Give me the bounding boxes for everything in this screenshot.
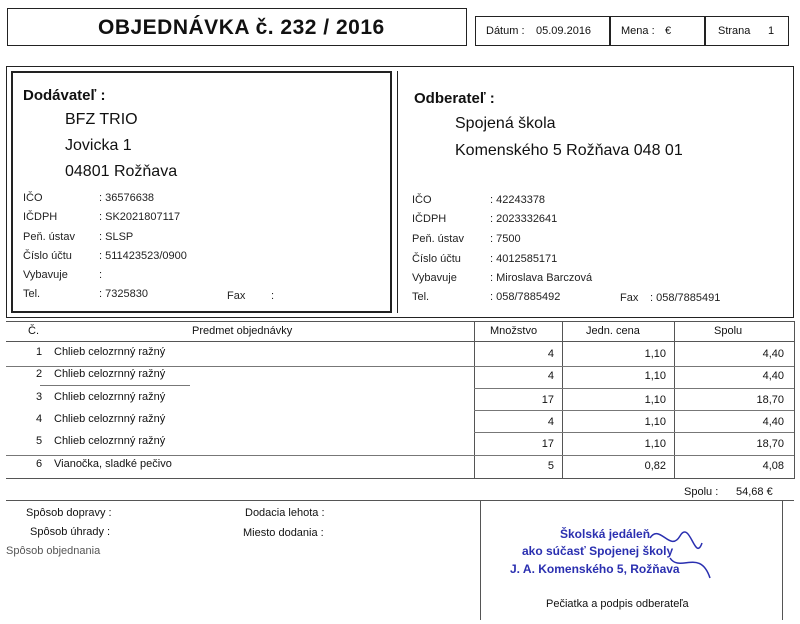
col-header-unit: Jedn. cena: [586, 325, 640, 337]
row-unit: 1,10: [644, 394, 666, 406]
col-divider: [794, 321, 795, 479]
page-value: 1: [768, 25, 775, 37]
row-unit: 1,10: [644, 438, 666, 450]
row-item: Chlieb celozrnný ražný: [54, 368, 166, 380]
row-qty: 4: [547, 416, 554, 428]
supplier-field-value: : 511423523/0900: [99, 250, 187, 262]
customer-field-label: IČDPH: [412, 213, 447, 225]
customer-heading: Odberateľ :: [414, 90, 495, 107]
footer-top-line: [6, 500, 794, 501]
row-item: Chlieb celozrnný ražný: [54, 413, 166, 425]
signature-label: Pečiatka a podpis odberateľa: [546, 598, 689, 610]
col-header-total: Spolu: [714, 325, 743, 337]
table-row: [6, 344, 794, 366]
delivery-term-label: Dodacia lehota :: [245, 507, 325, 519]
supplier-field-value: :: [99, 269, 103, 281]
row-total: 4,08: [762, 460, 784, 472]
table-row: [6, 433, 794, 455]
supplier-field-label: Číslo účtu: [23, 250, 72, 262]
customer-fax-value: : 058/7885491: [650, 292, 721, 304]
row-item: Chlieb celozrnný ražný: [54, 346, 166, 358]
customer-field-value: : 42243378: [490, 194, 546, 206]
row-no: 3: [36, 391, 43, 403]
col-header-no: Č.: [28, 325, 39, 337]
customer-address: Komenského 5 Rožňava 048 01: [455, 142, 683, 159]
date-box: [475, 16, 610, 46]
row-total: 18,70: [756, 394, 784, 406]
supplier-box: [11, 71, 392, 313]
customer-field-value: : Miroslava Barczová: [490, 272, 593, 284]
supplier-field-label: Tel.: [23, 288, 41, 300]
supplier-fax-label: Fax: [227, 290, 246, 302]
stamp-line3: J. A. Komenského 5, Rožňava: [510, 562, 680, 576]
supplier-street: Jovicka 1: [65, 137, 132, 154]
supplier-field-value: : SK2021807117: [99, 211, 181, 223]
row-qty: 17: [541, 394, 554, 406]
customer-field-label: Číslo účtu: [412, 253, 461, 265]
order-method-label: Spôsob objednania: [6, 545, 101, 557]
row-qty: 4: [547, 370, 554, 382]
document-title: OBJEDNÁVKA č. 232 / 2016: [98, 16, 385, 39]
stamp-line1: Školská jedáleň: [560, 527, 651, 541]
row-qty: 4: [547, 348, 554, 360]
table-row: [6, 389, 794, 411]
row-unit: 0,82: [644, 460, 666, 472]
customer-fax-label: Fax: [620, 292, 639, 304]
row-total: 4,40: [762, 370, 784, 382]
date-value: 05.09.2016: [536, 25, 592, 37]
row-qty: 5: [547, 460, 554, 472]
row-total: 18,70: [756, 438, 784, 450]
payment-label: Spôsob úhrady :: [30, 526, 111, 538]
sum-label: Spolu :: [684, 486, 719, 498]
supplier-field-label: IČDPH: [23, 211, 58, 223]
supplier-city: 04801 Rožňava: [65, 163, 178, 180]
supplier-field-value: : 7325830: [99, 288, 148, 300]
currency-label: Mena :: [621, 25, 655, 37]
supplier-field-label: Vybavuje: [23, 269, 68, 281]
col-header-item: Predmet objednávky: [192, 325, 293, 337]
customer-field-label: IČO: [412, 194, 432, 206]
sum-value: 54,68 €: [736, 486, 773, 498]
row-item: Chlieb celozrnný ražný: [54, 435, 166, 447]
row-total: 4,40: [762, 416, 784, 428]
customer-field-value: : 058/7885492: [490, 291, 561, 303]
row-item: Chlieb celozrnný ražný: [54, 391, 166, 403]
row-unit: 1,10: [644, 416, 666, 428]
title-box: [7, 8, 467, 46]
supplier-field-label: Peň. ústav: [23, 231, 75, 243]
currency-box: [610, 16, 705, 46]
signature-divider: [480, 500, 481, 620]
customer-divider: [397, 71, 398, 313]
row-no: 4: [36, 413, 43, 425]
customer-field-value: : 4012585171: [490, 253, 558, 265]
signature-divider-right: [782, 500, 783, 620]
currency-value: €: [665, 25, 672, 37]
table-row: [6, 455, 794, 477]
page-box: [705, 16, 789, 46]
row-no: 6: [36, 458, 43, 470]
customer-field-label: Vybavuje: [412, 272, 457, 284]
row-qty: 17: [541, 438, 554, 450]
row-unit: 1,10: [644, 348, 666, 360]
supplier-field-value: : 36576638: [99, 192, 155, 204]
table-header-line: [6, 341, 794, 342]
supplier-heading: Dodávateľ :: [23, 87, 106, 104]
customer-field-label: Tel.: [412, 291, 430, 303]
items-table-header: [6, 323, 794, 341]
table-bottom-line: [6, 478, 794, 479]
transport-label: Spôsob dopravy :: [26, 507, 112, 519]
customer-field-value: : 2023332641: [490, 213, 558, 225]
supplier-field-value: : SLSP: [99, 231, 134, 243]
customer-field-value: : 7500: [490, 233, 521, 245]
row-no: 2: [36, 368, 43, 380]
customer-block: [400, 71, 790, 313]
row-no: 5: [36, 435, 43, 447]
supplier-fax-value: :: [271, 290, 275, 302]
supplier-field-label: IČO: [23, 192, 43, 204]
table-row: [6, 411, 794, 433]
table-top-line: [6, 321, 794, 322]
customer-name: Spojená škola: [455, 115, 556, 132]
row-total: 4,40: [762, 348, 784, 360]
supplier-name: BFZ TRIO: [65, 111, 138, 128]
delivery-place-label: Miesto dodania :: [243, 527, 324, 539]
col-header-qty: Množstvo: [490, 325, 538, 337]
row-item: Vianočka, sladké pečivo: [54, 458, 172, 470]
page-label: Strana: [718, 25, 751, 37]
row-underline: [40, 385, 190, 386]
date-label: Dátum :: [486, 25, 525, 37]
stamp-line2: ako súčasť Spojenej školy: [522, 544, 674, 558]
signature-mark: [640, 518, 720, 588]
row-unit: 1,10: [644, 370, 666, 382]
row-no: 1: [36, 346, 43, 358]
customer-field-label: Peň. ústav: [412, 233, 464, 245]
